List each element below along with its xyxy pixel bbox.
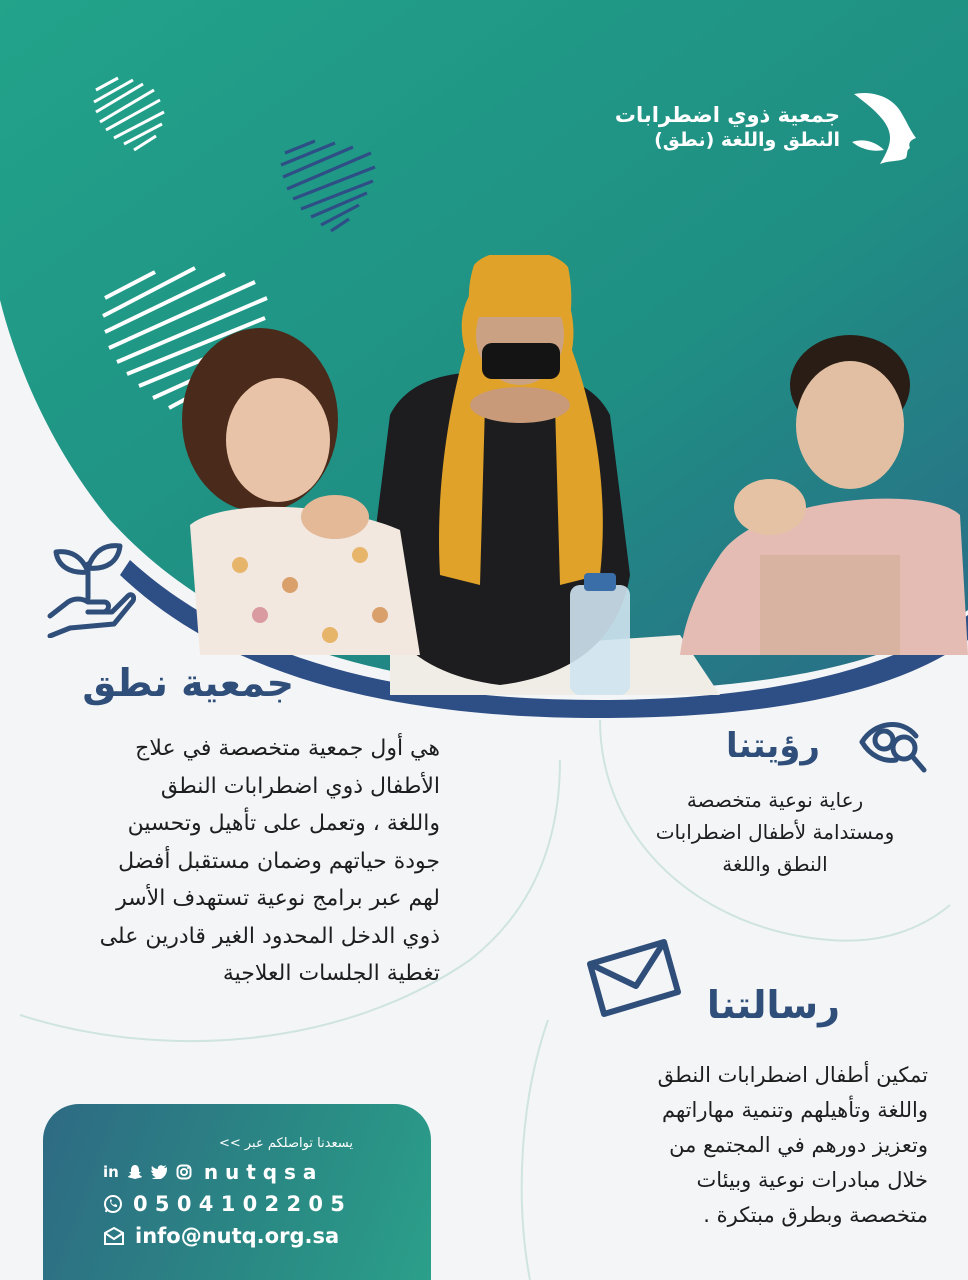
scribble-heart-small-icon — [88, 70, 170, 155]
mission-text — [586, 1058, 928, 1233]
about-title: جمعية نطق — [82, 661, 294, 705]
social-handle[interactable]: n u t q s a — [203, 1160, 317, 1184]
linkedin-icon[interactable]: in — [103, 1163, 119, 1181]
social-row — [103, 1160, 316, 1184]
vision-line: ومستدامة لأطفال اضطرابات — [655, 820, 895, 844]
logo — [615, 88, 920, 166]
email-row — [103, 1224, 339, 1248]
vision-title: رؤيتنا — [726, 726, 820, 766]
about-line: ذوي الدخل المحدود الغير قادرين على — [99, 923, 440, 949]
phone-number[interactable]: 0 5 0 4 1 0 2 2 0 5 — [133, 1192, 345, 1216]
email-address[interactable]: info@nutq.org.sa — [135, 1224, 340, 1248]
eye-search-icon — [858, 712, 928, 774]
twitter-icon[interactable] — [151, 1165, 168, 1179]
logo-face-icon — [850, 88, 920, 166]
mail-icon — [103, 1227, 125, 1245]
mission-line: وتعزيز دورهم في المجتمع من — [669, 1133, 928, 1157]
whatsapp-icon — [103, 1194, 123, 1214]
logo-line-2: النطق واللغة (نطق) — [654, 129, 840, 151]
vision-line: النطق واللغة — [722, 852, 828, 876]
about-line: جودة حياتهم وضمان مستقبل أفضل — [118, 848, 440, 874]
scribble-heart-blue-icon — [275, 135, 385, 235]
about-text — [40, 730, 440, 993]
mission-line: تمكين أطفال اضطرابات النطق — [657, 1063, 928, 1087]
about-line: الأطفال ذوي اضطرابات النطق — [160, 773, 440, 799]
logo-line-1: جمعية ذوي اضطرابات — [614, 103, 840, 127]
about-line: تغطية الجلسات العلاجية — [222, 961, 440, 986]
mission-line: متخصصة وبطرق مبتكرة . — [703, 1203, 928, 1227]
about-line: واللغة ، وتعمل على تأهيل وتحسين — [127, 811, 440, 836]
contact-box — [43, 1104, 431, 1280]
about-line: هي أول جمعية متخصصة في علاج — [135, 736, 440, 761]
instagram-icon[interactable] — [176, 1164, 192, 1180]
phone-row — [103, 1192, 345, 1216]
about-line: لهم عبر برامج نوعية تستهدف الأسر — [116, 886, 440, 911]
vision-line: رعاية نوعية متخصصة — [686, 788, 864, 812]
plant-hand-icon — [42, 538, 136, 638]
vision-text — [620, 784, 930, 880]
snapchat-icon[interactable] — [127, 1164, 143, 1180]
contact-intro: يسعدنا تواصلكم عبر >> — [218, 1136, 353, 1151]
mission-title: رسالتنا — [706, 983, 840, 1027]
photo-children-and-therapist — [160, 255, 968, 695]
mission-line: خلال مبادرات نوعية وبيئات — [696, 1168, 928, 1192]
mission-line: واللغة وتأهيلهم وتنمية مهاراتهم — [661, 1098, 928, 1122]
envelope-icon — [584, 936, 684, 1022]
